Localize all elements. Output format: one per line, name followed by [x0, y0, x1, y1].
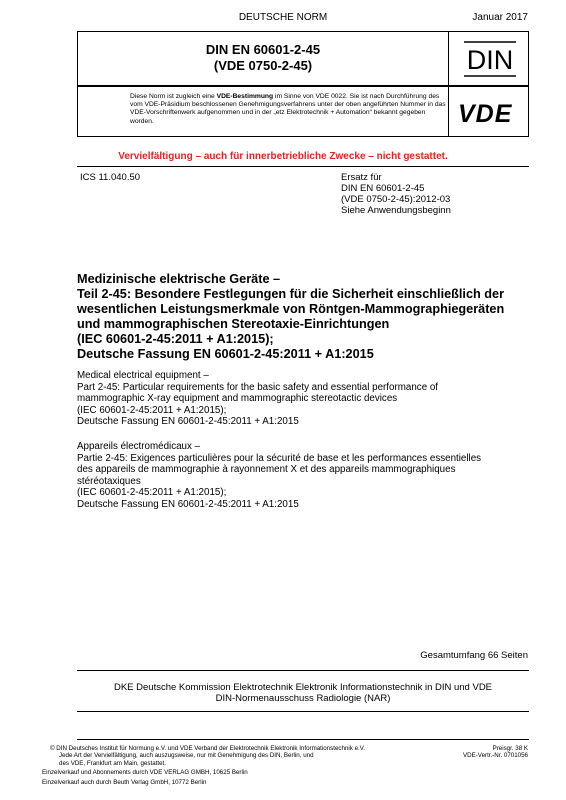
title-box: [77, 31, 529, 86]
copyright-notice: [50, 745, 450, 767]
committee-nar: DIN-Normenausschuss Radiologie (NAR): [215, 693, 391, 704]
divider-committee: [77, 711, 529, 712]
order-number: VDE-Vertr.-Nr. 0701056: [463, 752, 528, 760]
divider-top: [77, 166, 529, 167]
replacement-vde: (VDE 0750-2-45):2012-03: [341, 194, 451, 205]
vde-statement-pre: Diese Norm ist zugleich eine: [130, 93, 217, 100]
copyright-line: Jede Art der Vervielfältigung, auch auszugsweise, nur mit Genehmigung des DIN, Berlin, und: [59, 752, 314, 760]
title-english-line: Part 2-45: Particular requirements for the basic safety and essential performance of: [77, 381, 439, 393]
issue-date: Januar 2017: [472, 12, 528, 23]
title-german-line: (IEC 60601-2-45:2011 + A1:2015);: [77, 332, 274, 346]
replacement-label: Ersatz für: [341, 172, 382, 183]
vde-statement-post: im Sinne von VDE 0022. Sie ist nach Durchführung des vom VDE-Präsidium beschlossenen Genehmigungsverfahrens unter der oben angeführten Nummer in das VDE-Vorschriftenwerk aufgenommen und in der „etz Elektrotechnik + Automation“ bekannt gegeben worden.: [130, 93, 446, 125]
title-french: [77, 441, 537, 510]
title-french-line: Partie 2-45: Exigences particulières pour la sécurité de base et les performances essentielles: [77, 452, 482, 464]
title-german-line: Deutsche Fassung EN 60601-2-45:2011 + A1:2015: [77, 347, 374, 361]
sales-beuth: Einzelverkauf auch durch Beuth Verlag GmbH, 10772 Berlin: [42, 779, 207, 786]
title-french-line: stéréotaxiques: [77, 475, 141, 487]
replacement-info: [341, 172, 451, 216]
replacement-note: Siehe Anwendungsbeginn: [341, 205, 451, 216]
vde-statement-bold: VDE-Bestimmung: [216, 93, 274, 100]
divider-footer: [77, 739, 529, 740]
title-french-line: Appareils électromédicaux –: [77, 441, 201, 452]
document-number-vde: (VDE 0750-2-45): [213, 58, 313, 73]
vde-box-divider: [448, 87, 449, 136]
page-header: [0, 12, 566, 26]
vde-logo: VDE: [458, 100, 513, 128]
total-pages: Gesamtumfang 66 Seiten: [420, 650, 528, 661]
title-box-divider: [448, 32, 449, 85]
title-german-line: Medizinische elektrische Geräte –: [77, 272, 281, 286]
vde-statement: [130, 93, 446, 126]
committee-info: [77, 682, 529, 704]
copyright-line: des VDE, Frankfurt am Main, gestattet.: [59, 759, 166, 767]
vde-box: [77, 86, 529, 137]
title-french-line: Deutsche Fassung EN 60601-2-45:2011 + A1:2015: [77, 498, 299, 510]
title-english-line: mammographic X-ray equipment and mammographic stereotactic devices: [77, 393, 398, 404]
ics-code: ICS 11.040.50: [80, 172, 141, 183]
title-french-line: (IEC 60601-2-45:2011 + A1:2015);: [77, 487, 227, 498]
price-group: Preisgr. 38 K: [492, 745, 528, 752]
title-german-line: und mammographischen Stereotaxie-Einrichtungen: [77, 317, 390, 331]
title-french-line: des appareils de mammographie à rayonnement X et des appareils mammographiques: [77, 464, 456, 475]
title-german-line: wesentlichen Leistungsmerkmale von Röntgen-Mammographiegeräten: [77, 302, 505, 316]
din-logo: [462, 40, 518, 78]
committee-dke: DKE Deutsche Kommission Elektrotechnik Elektronik Informationstechnik in DIN und VDE: [113, 682, 493, 693]
divider-pages: [77, 670, 529, 671]
document-number-din: DIN EN 60601-2-45: [205, 42, 321, 57]
din-logo-text: DIN: [466, 45, 514, 75]
title-english: [77, 370, 537, 428]
norm-type: DEUTSCHE NORM: [238, 12, 328, 23]
title-english-line: Medical electrical equipment –: [77, 370, 209, 381]
title-english-line: (IEC 60601-2-45:2011 + A1:2015);: [77, 404, 227, 416]
title-english-line: Deutsche Fassung EN 60601-2-45:2011 + A1:2015: [77, 416, 299, 427]
title-german: [77, 272, 537, 362]
sales-vde: Einzelverkauf und Abonnements durch VDE VERLAG GMBH, 10625 Berlin: [42, 769, 248, 776]
title-german-line: Teil 2-45: Besondere Festlegungen für die Sicherheit einschließlich der: [77, 287, 505, 301]
replacement-standard: DIN EN 60601-2-45: [341, 183, 425, 194]
reproduction-notice: Vervielfältigung – auch für innerbetriebliche Zwecke – nicht gestattet.: [118, 151, 448, 162]
price-info: [463, 745, 528, 760]
copyright-line: © DIN Deutsches Institut für Normung e.V. und VDE Verband der Elektrotechnik Elektronik Informationstechnik e.V.: [50, 745, 366, 752]
document-number: [78, 42, 448, 74]
